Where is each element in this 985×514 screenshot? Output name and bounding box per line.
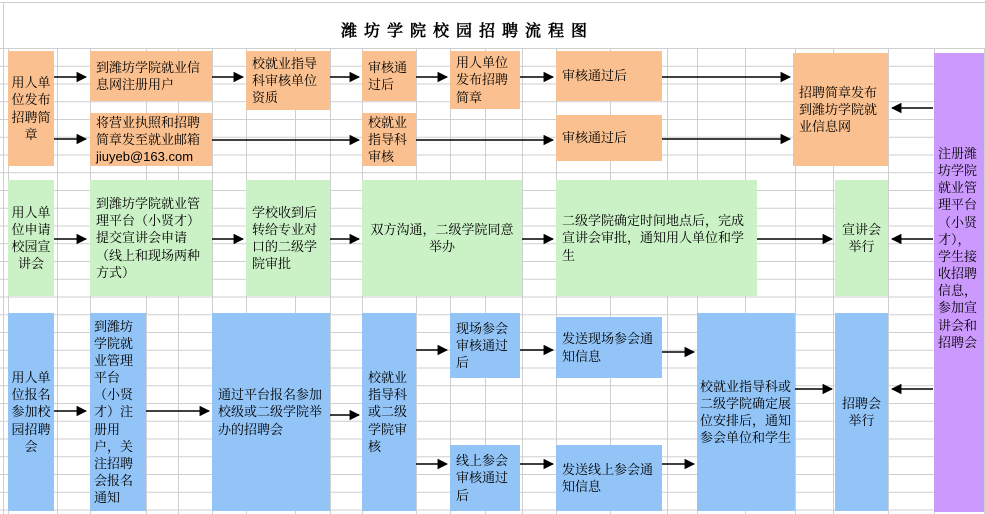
node-onsite-notice: 发送现场参会通知信息 — [556, 317, 662, 378]
node-qualification-review: 校就业指导科审核单位资质 — [246, 51, 330, 110]
node-online-notice: 发送线上参会通知信息 — [556, 445, 662, 511]
node-jobfair-review: 校就业指导科或二级学院审核 — [362, 313, 416, 511]
node-register-user: 到潍坊学院就业信息网注册用户 — [90, 51, 212, 101]
node-confirm-schedule: 二级学院确定时间地点后，完成宣讲会审批，通知用人单位和学生 — [556, 180, 757, 296]
node-pass-2: 审核通过后 — [556, 51, 662, 101]
node-publish-brochure: 用人单位发布招聘简章 — [450, 51, 520, 109]
node-onsite-pass: 现场参会审核通过后 — [450, 313, 520, 378]
node-forward-college: 学校收到后转给专业对口的二级学院审批 — [246, 180, 330, 296]
node-college-agree: 双方沟通，二级学院同意举办 — [362, 180, 522, 296]
node-pass-3: 审核通过后 — [556, 115, 662, 161]
node-booth-arrange: 校就业指导科或二级学院确定展位安排后，通知参会单位和学生 — [697, 313, 795, 511]
node-employer-publish: 用人单位发布招聘简章 — [8, 51, 54, 166]
node-apply-via-platform: 通过平台报名参加校级或二级学院举办的招聘会 — [212, 313, 330, 511]
node-jobfair-held: 招聘会举行 — [835, 313, 888, 511]
node-student-column: 注册潍坊学院就业管理平台（小贤才），学生接收招聘信息，参加宣讲会和招聘会 — [934, 53, 984, 512]
email-address: jiuyeb@163.com — [96, 149, 194, 165]
node-register-platform: 到潍坊学院就业管理平台（小贤才）注册用户，关注招聘会报名通知 — [90, 313, 146, 511]
email-send-text: 将营业执照和招聘简章发至就业邮箱 jiuyeb@163.com — [96, 114, 206, 165]
node-submit-application: 到潍坊学院就业管理平台（小贤才）提交宣讲会申请（线上和现场两种方式） — [90, 180, 212, 296]
node-published-online: 招聘简章发布到潍坊学院就业信息网 — [793, 53, 888, 166]
diagram-title: 潍坊学院校园招聘流程图 — [340, 23, 594, 40]
node-pass-1: 审核通过后 — [362, 51, 416, 101]
node-apply-presentation: 用人单位申请校园宣讲会 — [8, 180, 54, 296]
node-online-pass: 线上参会审核通过后 — [450, 445, 520, 511]
node-signup-jobfair: 用人单位报名参加校园招聘会 — [8, 313, 54, 511]
node-presentation-held: 宣讲会举行 — [835, 180, 888, 296]
node-email-send — [90, 113, 212, 166]
node-office-review: 校就业指导科审核 — [362, 113, 416, 166]
